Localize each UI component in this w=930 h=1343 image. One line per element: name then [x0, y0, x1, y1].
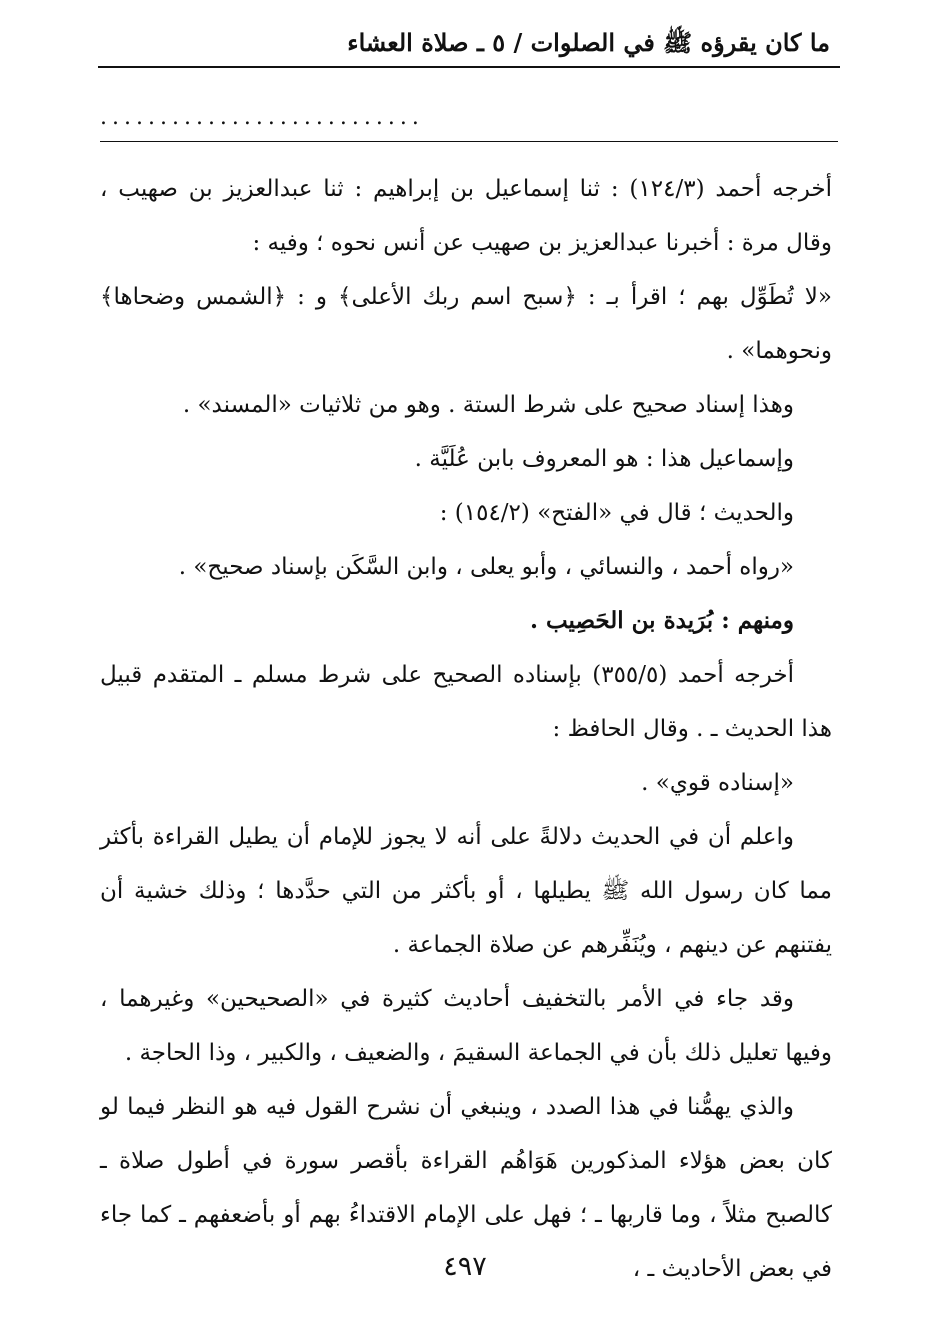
footnote-separator-rule — [100, 141, 838, 142]
paragraph: والحديث ؛ قال في «الفتح» (١٥٤/٢) : — [439, 500, 794, 526]
paragraph: «لا تُطَوِّل بهم ؛ اقرأ بـ : ﴿سبح اسم ربك الأعلى﴾ و : ﴿الشمس وضحاها﴾ ونحوهما» . — [100, 284, 832, 364]
paragraph: واعلم أن في الحديث دلالةً على أنه لا يجوز للإمام أن يطيل القراءة بأكثر مما كان رسول الله ﷺ يطيلها ، أو بأكثر من التي حدَّدها ؛ وذلك خشية أن يفتنهم عن دينهم ، ويُنَفِّرهم عن صلاة الجماعة . — [100, 824, 832, 958]
paragraph: والذي يهمُّنا في هذا الصدد ، وينبغي أن نشرح القول فيه هو النظر فيما لو كان بعض هؤلاء المذكورين هَوَاهُم القراءة بأقصر سورة في أطول صلاة ـ كالصبح مثلاً ، وما قاربها ـ ؛ فهل على الإمام الاقتداءُ بهم أو بأضعفهم ـ كما جاء في بعض الأحاديث ـ ، — [100, 1094, 832, 1282]
paragraph: ومنهم : بُرَيدة بن الحَصِيب . — [529, 607, 794, 634]
paragraph: أخرجه أحمد (٣٥٥/٥) بإسناده الصحيح على شرط مسلم ـ المتقدم قبيل هذا الحديث ـ . وقال الحافظ : — [100, 662, 832, 742]
paragraph: «رواه أحمد ، والنسائي ، وأبو يعلى ، وابن السَّكَن بإسناد صحيح» . — [178, 554, 794, 580]
paragraph: «إسناده قوي» . — [641, 770, 794, 796]
paragraph: وهذا إسناد صحيح على شرط الستة . وهو من ثلاثيات «المسند» . — [182, 392, 794, 418]
footnote-continuation-dots: ........................... — [100, 108, 424, 128]
paragraph: أخرجه أحمد (١٢٤/٣) : ثنا إسماعيل بن إبراهيم : ثنا عبدالعزيز بن صهيب ، وقال مرة : أخبرنا عبدالعزيز بن صهيب عن أنس نحوه ؛ وفيه : — [100, 176, 832, 256]
header-rule — [98, 66, 840, 68]
running-header: ما كان يقرؤه ﷺ في الصلوات / ٥ ـ صلاة العشاء — [347, 28, 830, 57]
paragraph: وإسماعيل هذا : هو المعروف بابن عُلَيَّة . — [414, 446, 794, 472]
main-text — [100, 162, 832, 1296]
page-number: ٤٩٧ — [443, 1251, 487, 1282]
paragraph: وقد جاء في الأمر بالتخفيف أحاديث كثيرة في «الصحيحين» وغيرهما ، وفيها تعليل ذلك بأن في الجماعة السقيمَ ، والضعيف ، والكبير ، وذا الحاجة . — [100, 986, 832, 1066]
